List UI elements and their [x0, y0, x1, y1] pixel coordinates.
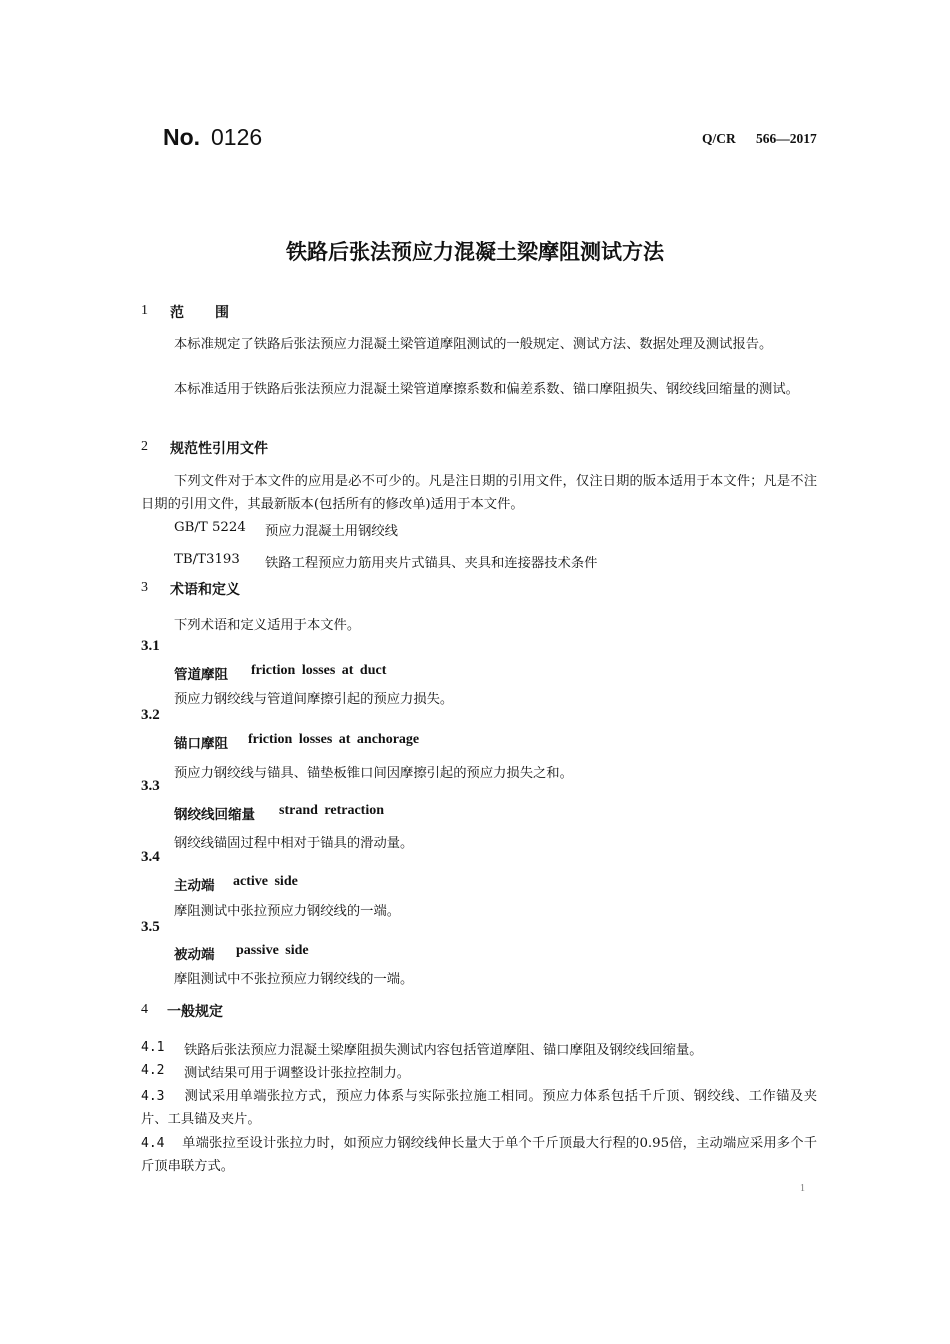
section-2-paragraph: 下列文件对于本文件的应用是必不可少的。凡是注日期的引用文件，仅注日期的版本适用于本文件；凡是不注日期的引用文件，其最新版本(包括所有的修改单)适用于本文件。 — [141, 474, 817, 512]
clause-text: 测试结果可用于调整设计张拉控制力。 — [184, 1066, 411, 1081]
term-english: strand retraction — [279, 803, 384, 818]
section-2-heading: 规范性引用文件 — [170, 441, 268, 457]
term-number: 3.1 — [141, 638, 160, 654]
term-chinese: 锚口摩阻 — [174, 736, 228, 752]
section-3-number: 3 — [141, 580, 148, 595]
term-number: 3.4 — [141, 849, 160, 865]
term-number: 3.5 — [141, 919, 160, 935]
term-definition: 预应力钢绞线与管道间摩擦引起的预应力损失。 — [174, 692, 454, 707]
clause-number: 4.3 — [141, 1089, 165, 1104]
term-chinese: 钢绞线回缩量 — [174, 807, 255, 823]
document-number-value: 0126 — [211, 124, 263, 150]
term-chinese: 管道摩阻 — [174, 667, 228, 683]
page-number: 1 — [800, 1183, 805, 1194]
clause-number: 4.2 — [141, 1063, 165, 1078]
term-english: friction losses at anchorage — [248, 732, 420, 747]
section-1-paragraph-1: 本标准规定了铁路后张法预应力混凝土梁管道摩阻测试的一般规定、测试方法、数据处理及测试报告。 — [174, 337, 773, 352]
section-4-heading: 一般规定 — [167, 1004, 223, 1020]
section-1-number: 1 — [141, 303, 148, 318]
document-title: 铁路后张法预应力混凝土梁摩阻测试方法 — [286, 240, 664, 264]
section-1-heading: 范 围 — [170, 305, 230, 321]
clause-number: 4.4 — [141, 1136, 165, 1151]
term-number: 3.3 — [141, 778, 160, 794]
term-english: active side — [233, 874, 298, 889]
standard-number: 566—2017 — [756, 131, 817, 146]
term-chinese: 主动端 — [174, 878, 215, 894]
term-english: friction losses at duct — [251, 663, 387, 678]
reference-title: 预应力混凝土用钢绞线 — [265, 524, 398, 539]
section-3-heading: 术语和定义 — [170, 582, 240, 598]
term-definition: 摩阻测试中张拉预应力钢绞线的一端。 — [174, 904, 401, 919]
term-definition: 摩阻测试中不张拉预应力钢绞线的一端。 — [174, 972, 414, 987]
clause-text: 测试采用单端张拉方式，预应力体系与实际张拉施工相同。预应力体系包括千斤顶、钢绞线、工作锚及夹片、工具锚及夹片。 — [141, 1089, 817, 1127]
term-definition: 预应力钢绞线与锚具、锚垫板锥口间因摩擦引起的预应力损失之和。 — [174, 766, 573, 781]
document-number-label: No. — [163, 124, 201, 150]
term-definition: 钢绞线锚固过程中相对于锚具的滑动量。 — [174, 836, 414, 851]
section-2-number: 2 — [141, 439, 148, 454]
reference-code: TB/T3193 — [174, 552, 240, 567]
clause-paragraph — [141, 1085, 817, 1131]
reference-code: GB/T 5224 — [174, 520, 246, 535]
standard-code: Q/CR — [702, 131, 736, 146]
term-english: passive side — [236, 943, 309, 958]
section-3-intro: 下列术语和定义适用于本文件。 — [174, 618, 361, 633]
section-1-paragraph-2: 本标准适用于铁路后张法预应力混凝土梁管道摩擦系数和偏差系数、锚口摩阻损失、钢绞线回缩量的测试。 — [174, 382, 799, 397]
clause-number: 4.1 — [141, 1040, 165, 1055]
clause-text: 铁路后张法预应力混凝土梁摩阻损失测试内容包括管道摩阻、锚口摩阻及钢绞线回缩量。 — [184, 1043, 703, 1058]
term-chinese: 被动端 — [174, 947, 215, 963]
clause-text: 单端张拉至设计张拉力时，如预应力钢绞线伸长量大于单个千斤顶最大行程的0.95倍，主动端应采用多个千斤顶串联方式。 — [141, 1136, 817, 1174]
term-number: 3.2 — [141, 707, 160, 723]
clause-paragraph — [141, 1132, 817, 1178]
section-4-number: 4 — [141, 1002, 148, 1017]
reference-title: 铁路工程预应力筋用夹片式锚具、夹具和连接器技术条件 — [265, 556, 598, 571]
